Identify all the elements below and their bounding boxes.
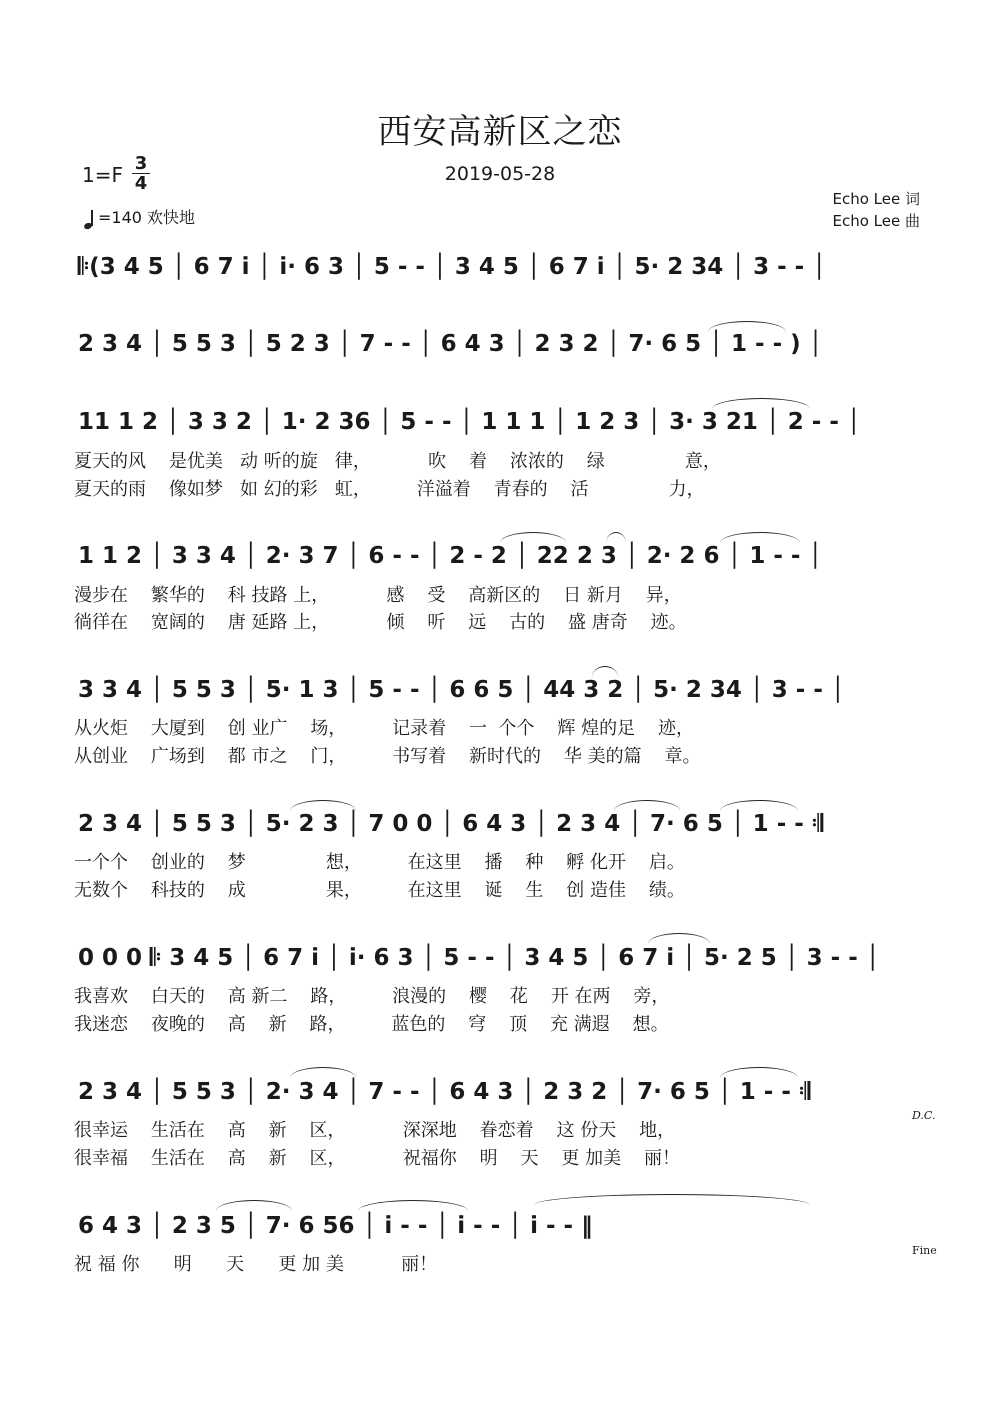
slur — [534, 1194, 810, 1205]
composer-credit: Echo Lee 曲 — [832, 212, 920, 230]
score-row-7: 0 0 0 𝄆 3 4 5 │ 6 7 i̇ │ i̇· 6 3 │ 5 - - │ 3 4 5 │ 6 7 i̇ │ 5· 2 5 │ 3 - - │ — [78, 945, 880, 971]
slur — [500, 532, 566, 543]
lyric-row-8-verse-2: 很幸福 生活在 高 新 区， 祝福你 明 天 更 加美 丽！ — [74, 1148, 681, 1169]
lyric-row-5-verse-1: 从火炬 大厦到 创 业广 场， 记录着 一 个个 辉 煌的足 迹， — [74, 718, 694, 739]
score-row-1: 𝄆(3 4 5 │ 6 7 i̇ │ i̇· 6 3 │ 5 - - │ 3 4 5 │ 6 7 i̇ │ 5· 2 34 │ 3 - - │ — [78, 254, 827, 280]
meter-bottom: 4 — [134, 173, 148, 194]
lyricist-credit: Echo Lee 词 — [832, 190, 920, 208]
fine-mark: Fine — [912, 1244, 937, 1257]
slur — [290, 800, 356, 811]
slur — [720, 800, 798, 811]
quarter-note-icon — [84, 209, 94, 229]
date: 2019-05-28 — [444, 163, 556, 185]
lyric-row-7-verse-1: 我喜欢 白天的 高 新二 路， 浪漫的 樱 花 开 在两 旁， — [74, 986, 670, 1007]
slur — [712, 398, 810, 409]
lyric-row-4-verse-2: 徜徉在 宽阔的 唐 延路 上， 倾 听 远 古的 盛 唐奇 迹。 — [74, 612, 687, 633]
score-row-9: 6 4 3 │ 2 3 5 │ 7· 6 56 │ i̇ - - │ i̇ - - │ i̇ - - ‖ — [78, 1213, 593, 1239]
slur — [720, 532, 800, 543]
score-row-2: 2 3 4 │ 5 5 3 │ 5 2 3 │ 7 - - │ 6 4 3 │ 2 3 2 │ 7· 6 5 │ 1 - - ) │ — [78, 331, 823, 357]
lyric-row-9-verse-1: 祝 福 你 明 天 更 加 美 丽！ — [74, 1254, 438, 1275]
score-row-6: 2 3 4 │ 5 5 3 │ 5· 2 3 │ 7 0 0 │ 6 4 3 │ 2 3 4 │ 7· 6 5 │ 1 - - 𝄇 — [78, 811, 823, 837]
score-row-4: 1 1 2 │ 3 3 4 │ 2· 3 7 │ 6 - - │ 2 - 2 │ 22 2 3 │ 2· 2 6 │ 1 - - │ — [78, 543, 823, 569]
slur — [720, 1067, 798, 1078]
lyric-row-3-verse-2: 夏天的雨 像如梦 如 幻的彩 虹， 洋溢着 青春的 活 力， — [74, 479, 705, 500]
key-signature: 1=F — [82, 163, 123, 187]
score-row-5: 3 3 4 │ 5 5 3 │ 5· 1 3 │ 5 - - │ 6 6 5 │ 44 3 2 │ 5· 2 34 │ 3 - - │ — [78, 677, 845, 703]
meter-top: 3 — [134, 153, 148, 174]
slur — [592, 666, 618, 677]
lyric-row-7-verse-2: 我迷恋 夜晚的 高 新 路， 蓝色的 穹 顶 充 满遐 想。 — [74, 1014, 669, 1035]
song-title: 西安高新区之恋 — [377, 112, 623, 152]
lyric-row-6-verse-2: 无数个 科技的 成 果， 在这里 诞 生 创 造佳 绩。 — [74, 880, 685, 901]
slur — [708, 321, 786, 332]
dc-mark: D.C. — [912, 1109, 936, 1122]
tempo-marking — [84, 205, 195, 229]
lyric-row-5-verse-2: 从创业 广场到 都 市之 门， 书写着 新时代的 华 美的篇 章。 — [74, 746, 701, 767]
slur — [648, 933, 710, 944]
lyric-row-8-verse-1: 很幸运 生活在 高 新 区， 深深地 眷恋着 这 份天 地， — [74, 1120, 676, 1141]
time-signature — [130, 154, 152, 193]
slur — [358, 1200, 468, 1211]
tempo-text: =140 欢快地 — [98, 208, 196, 227]
score-row-3: 11 1 2 │ 3 3 2 │ 1· 2 36 │ 5 - - │ 1 1 1 │ 1 2 3 │ 3· 3 21 │ 2 - - │ — [78, 409, 861, 435]
slur — [614, 800, 680, 811]
slur — [606, 532, 626, 543]
lyric-row-4-verse-1: 漫步在 繁华的 科 技路 上， 感 受 高新区的 日 新月 异， — [74, 585, 682, 606]
lyric-row-6-verse-1: 一个个 创业的 梦 想， 在这里 播 种 孵 化开 启。 — [74, 852, 685, 873]
slur — [290, 1067, 356, 1078]
lyric-row-3-verse-1: 夏天的风 是优美 动 听的旋 律， 吹 着 浓浓的 绿 意， — [74, 451, 721, 472]
score-row-8: 2 3 4 │ 5 5 3 │ 2· 3 4 │ 7 - - │ 6 4 3 │ 2 3 2 │ 7· 6 5 │ 1 - - 𝄇 — [78, 1079, 811, 1105]
slur — [216, 1200, 292, 1211]
